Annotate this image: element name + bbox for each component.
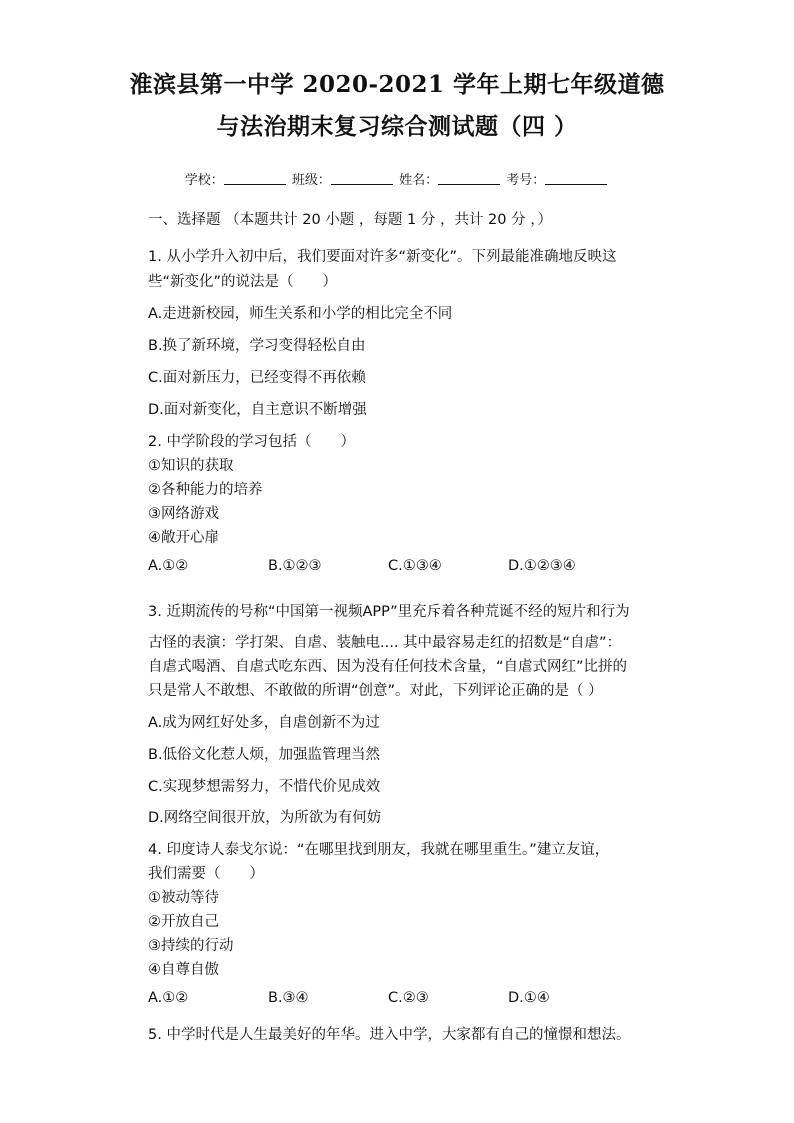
student-info-row [0,169,794,188]
q3-option-c[interactable]: C.实现梦想需努力，不惜代价见成效 [148,779,381,795]
q4-stem-line2: 我们需要（ ） [148,866,264,882]
q4-item-2: ②开放自己 [148,914,219,930]
q3-stem-line3: 自虐式喝酒、自虐式吃东西、因为没有任何技术含量，“自虐式网红”比拼的 [148,659,628,675]
q2-item-1: ①知识的获取 [148,458,234,474]
q3-option-b[interactable]: B.低俗文化惹人烦，加强监管理当然 [148,747,381,763]
q1-option-d[interactable]: D.面对新变化，自主意识不断增强 [148,402,367,418]
q2-option-c[interactable]: C.①③④ [388,558,442,574]
name-blank[interactable] [438,172,500,185]
exam-no-blank[interactable] [545,172,607,185]
q4-option-b[interactable]: B.③④ [268,990,309,1006]
q1-stem-line2: 些“新变化”的说法是（ ） [148,274,338,290]
q4-item-4: ④自尊自傲 [148,962,219,978]
q1-option-b[interactable]: B.换了新环境，学习变得轻松自由 [148,338,366,354]
q2-item-2: ②各种能力的培养 [148,482,263,498]
q2-option-d[interactable]: D.①②③④ [508,558,576,574]
school-label: 学校： [184,173,224,188]
class-label: 班级： [291,173,331,188]
q4-item-3: ③持续的行动 [148,938,234,954]
q2-option-b[interactable]: B.①②③ [268,558,322,574]
class-blank[interactable] [331,172,393,185]
q4-option-d[interactable]: D.①④ [508,990,550,1006]
q3-stem-line1: 3. 近期流传的号称“中国第一视频APP”里充斥着各种荒诞不经的短片和行为 [148,604,630,620]
q4-option-c[interactable]: C.②③ [388,990,429,1006]
q1-option-c[interactable]: C.面对新压力，已经变得不再依赖 [148,370,366,386]
page-title-line2: 与法治期末复习综合测试题（四 ） [216,113,578,140]
section-heading: 一、选择题 （本题共计 20 小题 ，每题 1 分 ，共计 20 分 ，） [148,212,552,228]
q1-stem-line1: 1. 从小学升入初中后，我们要面对许多“新变化”。下列最能准确地反映这 [148,249,617,265]
q3-stem-line4: 只是常人不敢想、不敢做的所谓“创意”。对此，下列评论正确的是（ ） [148,683,603,699]
q2-item-4: ④敞开心扉 [148,530,219,546]
q2-item-3: ③网络游戏 [148,506,219,522]
q3-stem-line2: 古怪的表演：学打架、自虐、装触电.... 其中最容易走红的招数是“自虐”： [148,635,622,651]
q3-option-d[interactable]: D.网络空间很开放，为所欲为有何妨 [148,810,382,826]
q4-option-a[interactable]: A.①② [148,990,189,1006]
q1-option-a[interactable]: A.走进新校园，师生关系和小学的相比完全不同 [148,306,453,322]
q2-stem: 2. 中学阶段的学习包括（ ） [148,434,355,450]
page-title-line1: 淮滨县第一中学 2020-2021 学年上期七年级道德 [129,71,665,98]
q4-item-1: ①被动等待 [148,890,219,906]
school-blank[interactable] [224,172,286,185]
q2-option-a[interactable]: A.①② [148,558,189,574]
q5-stem-line1: 5. 中学时代是人生最美好的年华。进入中学，大家都有自己的憧憬和想法。 [148,1027,631,1043]
q4-stem-line1: 4. 印度诗人泰戈尔说：“在哪里找到朋友，我就在哪里重生。”建立友谊， [148,842,610,858]
exam-no-label: 考号： [506,173,546,188]
q3-option-a[interactable]: A.成为网红好处多，自虐创新不为过 [148,715,380,731]
name-label: 姓名： [399,173,439,188]
